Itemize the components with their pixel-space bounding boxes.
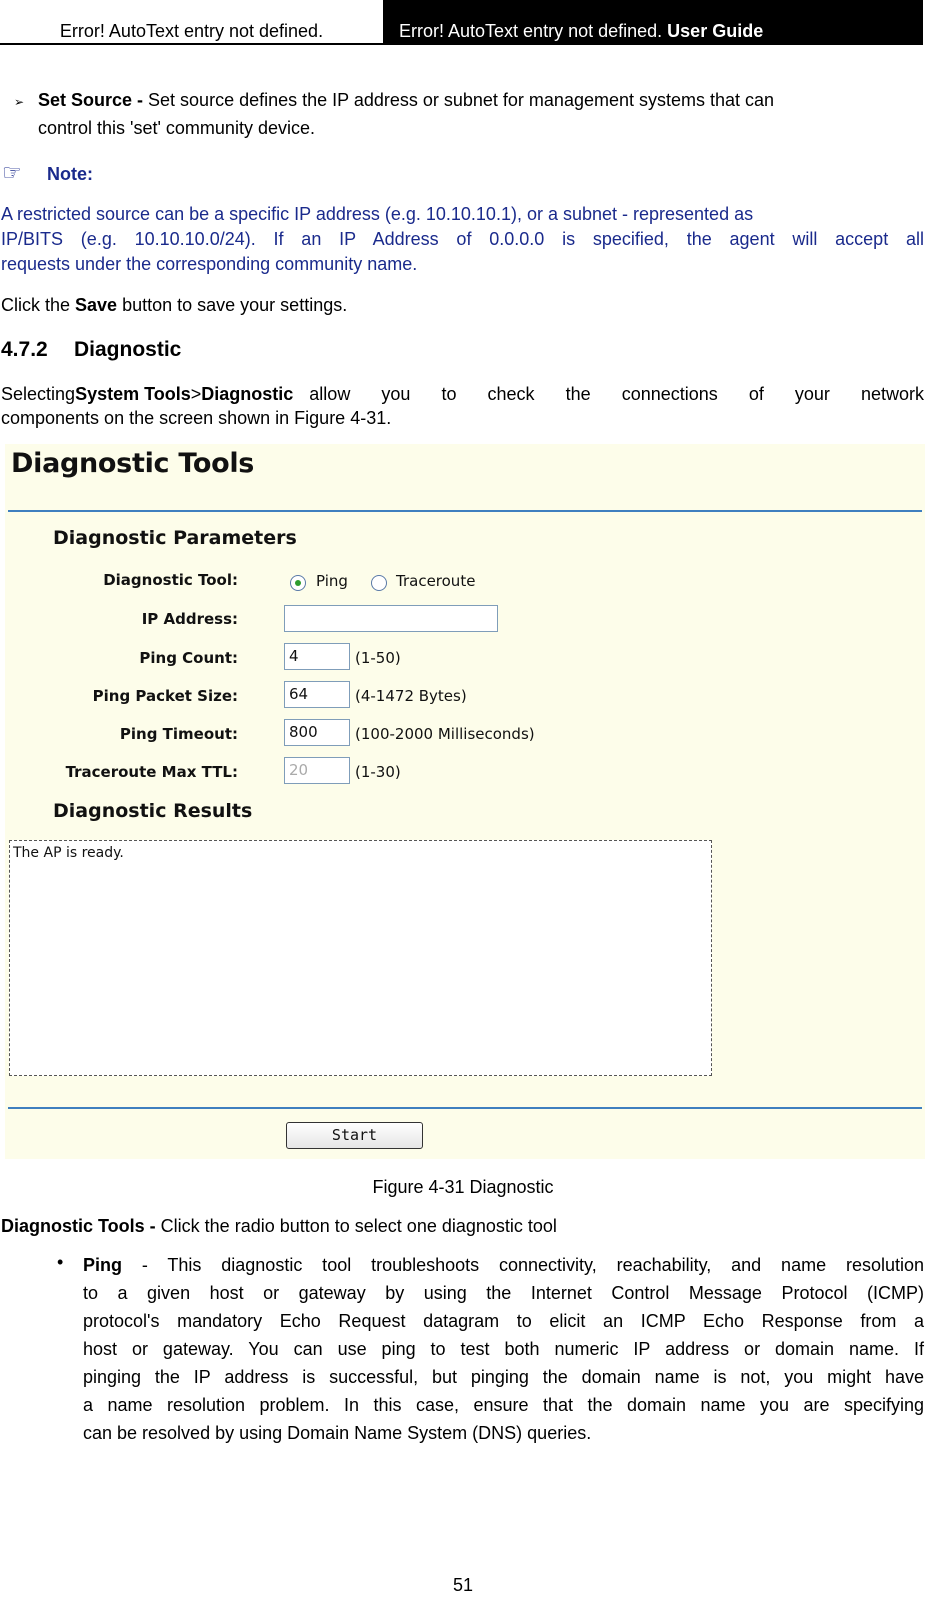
ping-timeout-input[interactable]: 800: [284, 719, 350, 746]
tool-label: Diagnostic Tool:: [103, 571, 238, 589]
section-number: 4.7.2: [1, 338, 48, 361]
ping-count-input[interactable]: 4: [284, 643, 350, 670]
ping-line5: pinging the IP address is successful, but pinging the domain name is not, you might have: [83, 1367, 924, 1387]
header-right-text: Error! AutoText entry not defined.: [399, 21, 663, 41]
pointing-hand-icon: ☞: [2, 160, 22, 185]
intro-line1: [1, 381, 924, 408]
params-title: Diagnostic Parameters: [53, 527, 297, 549]
figure-caption: Figure 4-31 Diagnostic: [372, 1177, 554, 1197]
ping-timeout-hint: (100-2000 Milliseconds): [355, 725, 535, 743]
ping-count-label: Ping Count:: [139, 649, 238, 667]
traceroute-radio-label[interactable]: Traceroute: [396, 572, 476, 590]
packet-size-label: Ping Packet Size:: [92, 687, 238, 705]
intro-diagnostic: Diagnostic: [201, 384, 294, 404]
results-title: Diagnostic Results: [53, 800, 253, 822]
top-divider: [8, 510, 922, 512]
note-line3: requests under the corresponding community name.: [1, 254, 418, 274]
intro-w1: Selecting: [1, 384, 76, 404]
intro-w3: >: [190, 384, 202, 404]
diagnostic-tools-screenshot: [5, 444, 925, 1159]
intro-w5: allow you to check the connections of your network: [309, 384, 924, 404]
header-left: Error! AutoText entry not defined.: [0, 0, 383, 45]
ping-bullet-icon: •: [57, 1252, 64, 1272]
ping-term: Ping: [83, 1255, 122, 1275]
packet-size-input[interactable]: 64: [284, 681, 350, 708]
header-guide-title: User Guide: [667, 21, 764, 41]
save-prefix: Click the: [1, 295, 76, 315]
ping-line1-text: - This diagnostic tool troubleshoots connectivity, reachability, and name resolution: [122, 1255, 924, 1275]
note-label: Note:: [47, 164, 93, 184]
ip-address-label: IP Address:: [141, 610, 238, 628]
set-source-term: Set Source -: [38, 90, 144, 110]
set-source-line2: control this 'set' community device.: [38, 118, 315, 138]
packet-size-hint: (4-1472 Bytes): [355, 687, 467, 705]
save-instruction: [1, 292, 347, 319]
ping-count-hint: (1-50): [355, 649, 401, 667]
arrow-bullet-icon: ➢: [14, 95, 25, 109]
ping-line4: host or gateway. You can use ping to test both numeric IP address or domain name. If: [83, 1339, 924, 1359]
ping-line1: [83, 1252, 924, 1279]
ip-address-input[interactable]: [284, 605, 498, 632]
ping-radio-label[interactable]: Ping: [316, 572, 348, 590]
intro-system-tools: System Tools: [75, 384, 191, 404]
note-line2: IP/BITS (e.g. 10.10.10.0/24). If an IP Address of 0.0.0.0 is specified, the agent will accept all: [1, 229, 924, 249]
save-suffix: button to save your settings.: [117, 295, 348, 315]
max-ttl-input[interactable]: 20: [284, 757, 350, 784]
max-ttl-hint: (1-30): [355, 763, 401, 781]
max-ttl-label: Traceroute Max TTL:: [65, 763, 238, 781]
ping-line7: can be resolved by using Domain Name System (DNS) queries.: [83, 1423, 592, 1443]
set-source-line1: [38, 87, 924, 114]
ping-line2: to a given host or gateway by using the Internet Control Message Protocol (ICMP): [83, 1283, 924, 1303]
diagnostic-tools-term: Diagnostic Tools -: [1, 1216, 156, 1236]
set-source-text: Set source defines the IP address or subnet for management systems that can: [143, 90, 775, 110]
section-title: Diagnostic: [74, 338, 182, 361]
header-right: [383, 0, 923, 45]
save-keyword: Save: [75, 295, 118, 315]
ping-line6: a name resolution problem. In this case, ensure that the domain name you are specifying: [83, 1395, 924, 1415]
figure-title: Diagnostic Tools: [11, 448, 255, 479]
note-line1: A restricted source can be a specific IP address (e.g. 10.10.10.1), or a subnet - represented as: [1, 204, 754, 224]
page-number: 51: [452, 1575, 474, 1595]
traceroute-radio[interactable]: [371, 575, 387, 591]
intro-line2: components on the screen shown in Figure 4-31.: [1, 408, 392, 428]
ping-timeout-label: Ping Timeout:: [119, 725, 238, 743]
diagnostic-tools-line: [1, 1213, 557, 1240]
diagnostic-tools-text: Click the radio button to select one diagnostic tool: [155, 1216, 557, 1236]
bottom-divider: [8, 1107, 922, 1109]
results-textarea[interactable]: The AP is ready.: [9, 840, 712, 1076]
ping-line3: protocol's mandatory Echo Request datagram to elicit an ICMP Echo Response from a: [83, 1311, 924, 1331]
ping-radio[interactable]: [290, 575, 306, 591]
start-button[interactable]: Start: [286, 1122, 423, 1149]
